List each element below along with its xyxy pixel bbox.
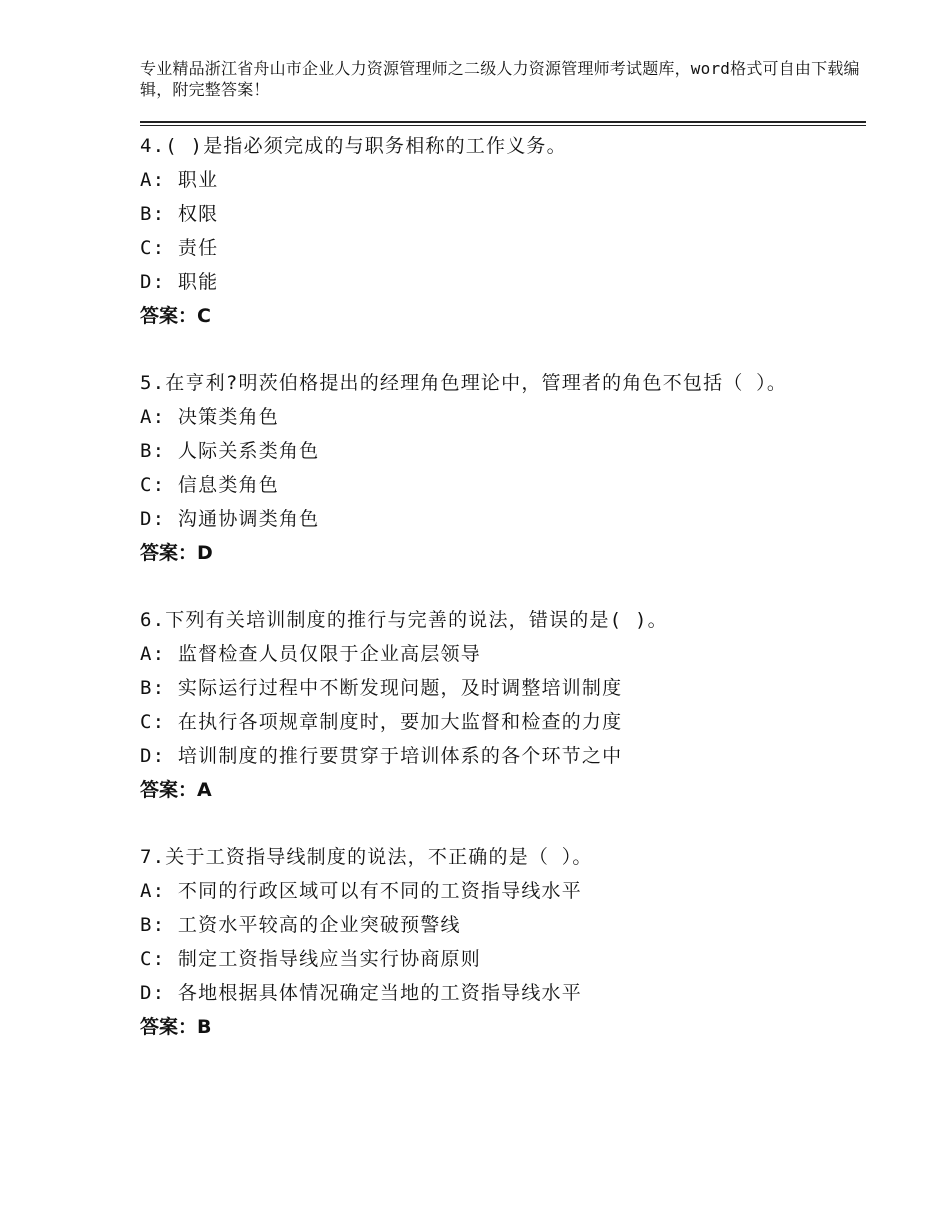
header-divider-thin [140,125,866,126]
answer-label: 答案：D [140,542,213,564]
option-d: D: 沟通协调类角色 [140,508,320,530]
option-b: B: 权限 [140,203,219,225]
option-a: A: 监督检查人员仅限于企业高层领导 [140,643,481,665]
option-c: C: 制定工资指导线应当实行协商原则 [140,948,481,970]
option-d: D: 各地根据具体情况确定当地的工资指导线水平 [140,982,582,1004]
question-7 [140,840,830,1044]
option-c: C: 责任 [140,237,219,259]
option-a: A: 职业 [140,169,219,191]
question-stem: 5.在亨利?明茨伯格提出的经理角色理论中，管理者的角色不包括（ ）。 [140,372,788,394]
option-d: D: 职能 [140,271,219,293]
question-6 [140,603,830,807]
option-c: C: 信息类角色 [140,474,279,496]
question-stem: 4.( )是指必须完成的与职务相称的工作义务。 [140,135,567,157]
option-b: B: 实际运行过程中不断发现问题，及时调整培训制度 [140,677,623,699]
question-list [140,129,830,1077]
answer-label: 答案：A [140,779,212,801]
option-a: A: 不同的行政区域可以有不同的工资指导线水平 [140,880,582,902]
question-5 [140,366,830,570]
answer-label: 答案：C [140,305,211,327]
question-4 [140,129,830,333]
option-d: D: 培训制度的推行要贯穿于培训体系的各个环节之中 [140,745,623,767]
option-b: B: 工资水平较高的企业突破预警线 [140,914,461,936]
option-a: A: 决策类角色 [140,406,279,428]
document-header: 专业精品浙江省舟山市企业人力资源管理师之二级人力资源管理师考试题库，word格式可自由下载编辑，附完整答案！ [140,59,860,99]
option-c: C: 在执行各项规章制度时，要加大监督和检查的力度 [140,711,623,733]
header-divider [140,121,866,123]
option-b: B: 人际关系类角色 [140,440,320,462]
question-stem: 7.关于工资指导线制度的说法，不正确的是（ ）。 [140,846,593,868]
question-stem: 6.下列有关培训制度的推行与完善的说法，错误的是( )。 [140,609,668,631]
answer-label: 答案：B [140,1016,212,1038]
